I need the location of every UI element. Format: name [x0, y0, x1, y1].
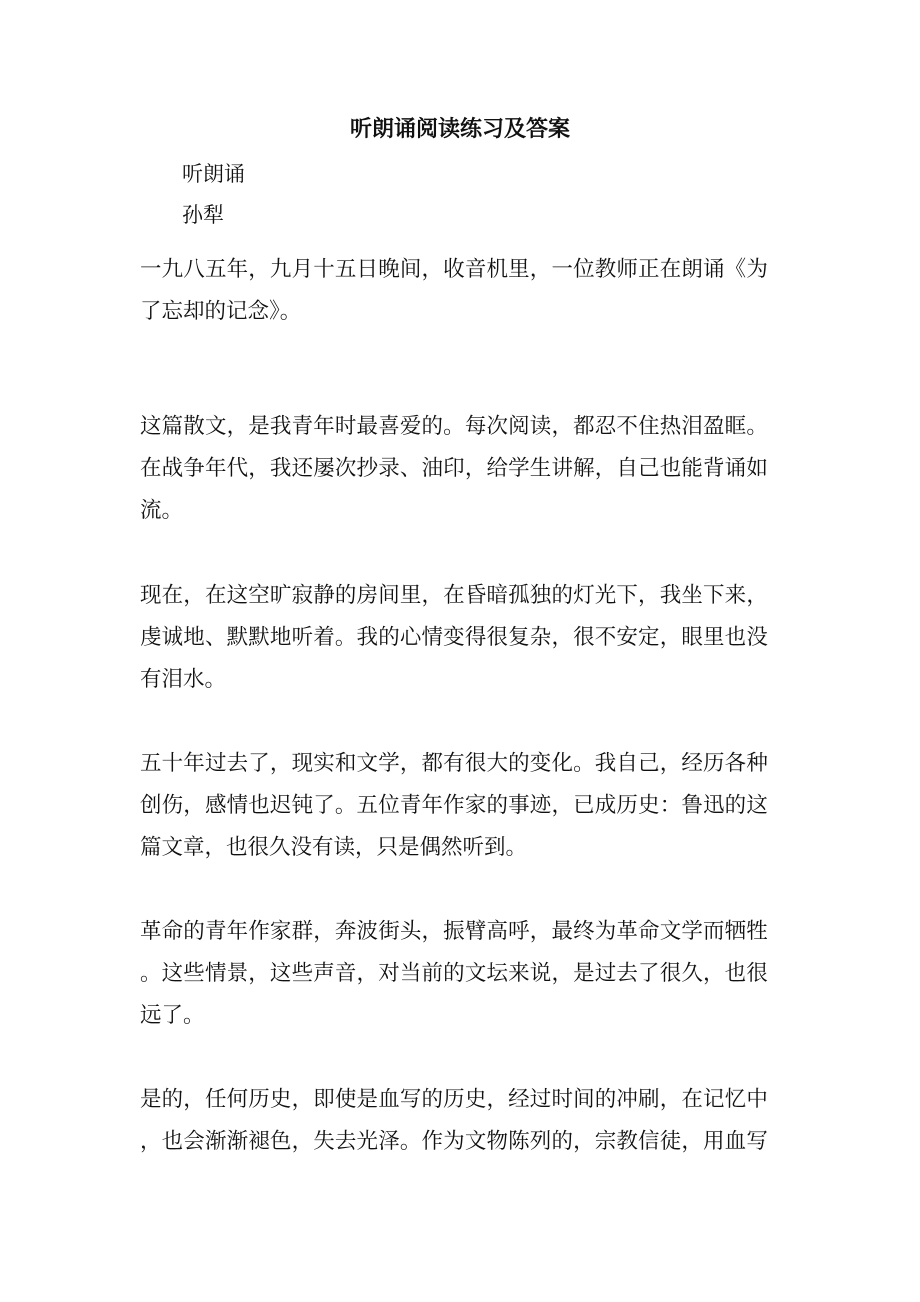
paragraph-line: 了忘却的记念》。 — [140, 299, 302, 324]
paragraph-line: 。这些情景，这些声音，对当前的文坛来说，是过去了很久，也很 — [140, 961, 768, 986]
paragraph-line: 现在，在这空旷寂静的房间里，在昏暗孤独的灯光下，我坐下来， — [140, 583, 768, 608]
paragraph-line: 在战争年代，我还屡次抄录、油印，给学生讲解，自己也能背诵如 — [140, 456, 768, 481]
paragraph-line: 流。 — [140, 498, 184, 523]
paragraph-line: 有泪水。 — [140, 667, 227, 692]
paragraph-line: 篇文章，也很久没有读，只是偶然听到。 — [140, 835, 528, 860]
paragraph-line: 一九八五年，九月十五日晚间，收音机里，一位教师正在朗诵《为 — [140, 257, 768, 282]
paragraph-line: 革命的青年作家群，奔波街头，振臂高呼，最终为革命文学而牺牲 — [140, 919, 768, 944]
article-author: 孙犁 — [182, 203, 224, 227]
article-title: 听朗诵 — [182, 162, 245, 186]
document-title: 听朗诵阅读练习及答案 — [349, 116, 570, 142]
paragraph-line: 创伤，感情也迟钝了。五位青年作家的事迹，已成历史：鲁迅的这 — [140, 793, 768, 818]
paragraph-line: ，也会渐渐褪色，失去光泽。作为文物陈列的，宗教信徒，用血写 — [140, 1129, 768, 1154]
paragraph-line: 虔诚地、默默地听着。我的心情变得很复杂，很不安定，眼里也没 — [140, 625, 768, 650]
paragraph-line: 五十年过去了，现实和文学，都有很大的变化。我自己，经历各种 — [140, 751, 768, 776]
paragraph-line: 这篇散文，是我青年时最喜爱的。每次阅读，都忍不住热泪盈眶。 — [140, 414, 768, 439]
paragraph-line: 远了。 — [140, 1003, 205, 1028]
paragraph-line: 是的，任何历史，即使是血写的历史，经过时间的冲刷，在记忆中 — [140, 1087, 768, 1112]
